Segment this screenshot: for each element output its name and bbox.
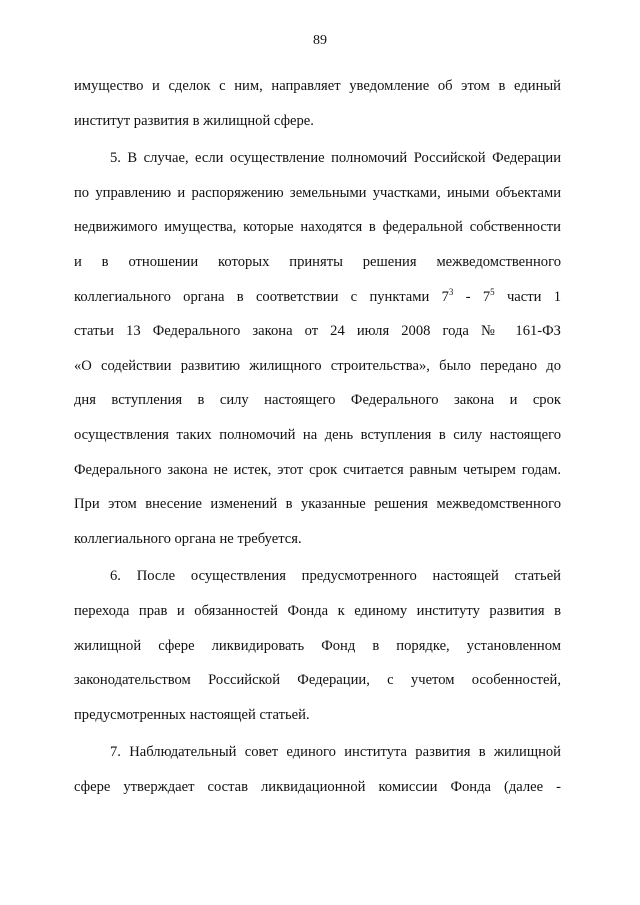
points-sup-1: 3 [448, 286, 454, 297]
page-number: 89 [313, 33, 327, 48]
text-line: сфере утверждает состав ликвидационной комиссии Фонда (далее - [74, 778, 561, 795]
text-line: дня вступления в силу настоящего Федерального закона и срок [74, 392, 561, 409]
text-line: по управлению и распоряжению земельными участками, иными объектами [74, 184, 561, 201]
points-mid: - 7 [453, 288, 491, 305]
paragraph-5-start: 5. В случае, если осуществление полномочий Российской Федерации [110, 150, 561, 167]
paragraph-7-start: 7. Наблюдательный совет единого института развития в жилищной [110, 744, 561, 761]
points-after: части 1 [494, 288, 561, 305]
text-line: перехода прав и обязанностей Фонда к единому институту развития в [74, 602, 561, 619]
text-line: имущество и сделок с ним, направляет уведомление об этом в единый [74, 78, 561, 94]
points-before: коллегиального органа в соответствии с пунктами 7 [74, 288, 449, 305]
document-body [74, 69, 561, 804]
text-line: коллегиального органа не требуется. [74, 530, 302, 547]
text-line: Федерального закона не истек, этот срок считается равным четырем годам. [74, 461, 561, 478]
text-line: статьи 13 Федерального закона от 24 июля 2008 года № 161-ФЗ [74, 323, 561, 340]
text-line: предусмотренных настоящей статьей. [74, 706, 310, 723]
text-line: и в отношении которых приняты решения межведомственного [74, 253, 561, 270]
points-sup-2: 5 [490, 286, 495, 297]
text-line: законодательством Российской Федерации, с учетом особенностей, [74, 672, 561, 689]
text-line: институт развития в жилищной сфере. [74, 112, 314, 129]
text-line-points [74, 280, 561, 315]
text-line: осуществления таких полномочий на день вступления в силу настоящего [74, 426, 561, 443]
text-line: «О содействии развитию жилищного строительства», было передано до [74, 357, 561, 374]
text-line: При этом внесение изменений в указанные решения межведомственного [74, 496, 561, 513]
text-line: жилищной сфере ликвидировать Фонд в порядке, установленном [74, 637, 561, 654]
text-line: недвижимого имущества, которые находятся в федеральной собственности [74, 219, 561, 236]
paragraph-6-start: 6. После осуществления предусмотренного настоящей статьей [110, 568, 561, 585]
